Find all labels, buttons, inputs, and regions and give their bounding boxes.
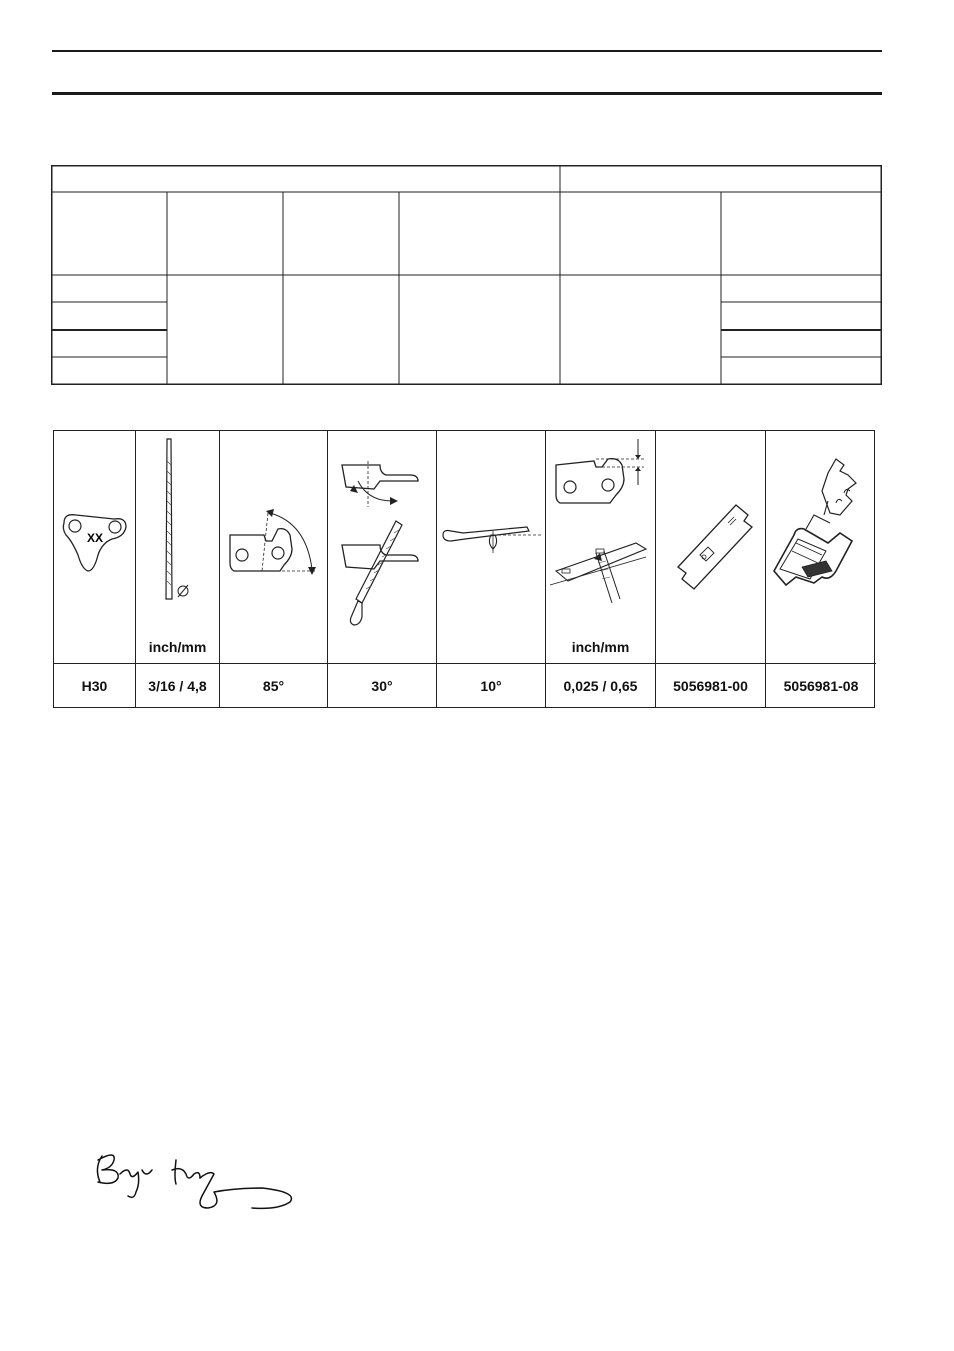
round-file-icon: [136, 431, 220, 636]
col-top-plate-angle: [220, 431, 328, 707]
file-holder-tool-icon: [766, 431, 876, 636]
value-file-diameter: 3/16 / 4,8: [136, 663, 219, 709]
col-file-tilt: [437, 431, 546, 707]
unit-depth-gauge: inch/mm: [571, 639, 630, 655]
col-chain-type: [54, 431, 136, 707]
value-chain-type: H30: [54, 663, 135, 709]
value-side-plate-angle: 30°: [328, 663, 436, 709]
header-rule-top: [52, 50, 882, 52]
file-tilt-icon: [437, 431, 546, 636]
cutter-link-icon: [54, 431, 136, 663]
value-top-plate-angle: 85°: [220, 663, 327, 709]
top-plate-angle-icon: [220, 431, 328, 636]
col-file-diameter: [136, 431, 220, 707]
unit-file-diameter: inch/mm: [148, 639, 207, 655]
col-side-plate-angle: [328, 431, 437, 707]
sharpening-table: [53, 430, 875, 708]
col-file-gauge: [656, 431, 766, 707]
header-rule-bottom: [52, 92, 882, 95]
specification-table-grid: [51, 165, 882, 385]
value-depth-gauge: 0,025 / 0,65: [546, 663, 655, 709]
file-gauge-tool-icon: [656, 431, 766, 636]
cutter-label: XX: [86, 531, 104, 545]
value-file-holder: 5056981-08: [766, 663, 876, 709]
col-depth-gauge: [546, 431, 656, 707]
col-file-holder: [766, 431, 876, 707]
specification-table: [51, 165, 882, 385]
depth-gauge-icon: [546, 431, 656, 636]
value-file-gauge: 5056981-00: [656, 663, 765, 709]
signature: [92, 1148, 302, 1228]
value-file-tilt: 10°: [437, 663, 545, 709]
side-plate-angle-icon: [328, 431, 437, 636]
